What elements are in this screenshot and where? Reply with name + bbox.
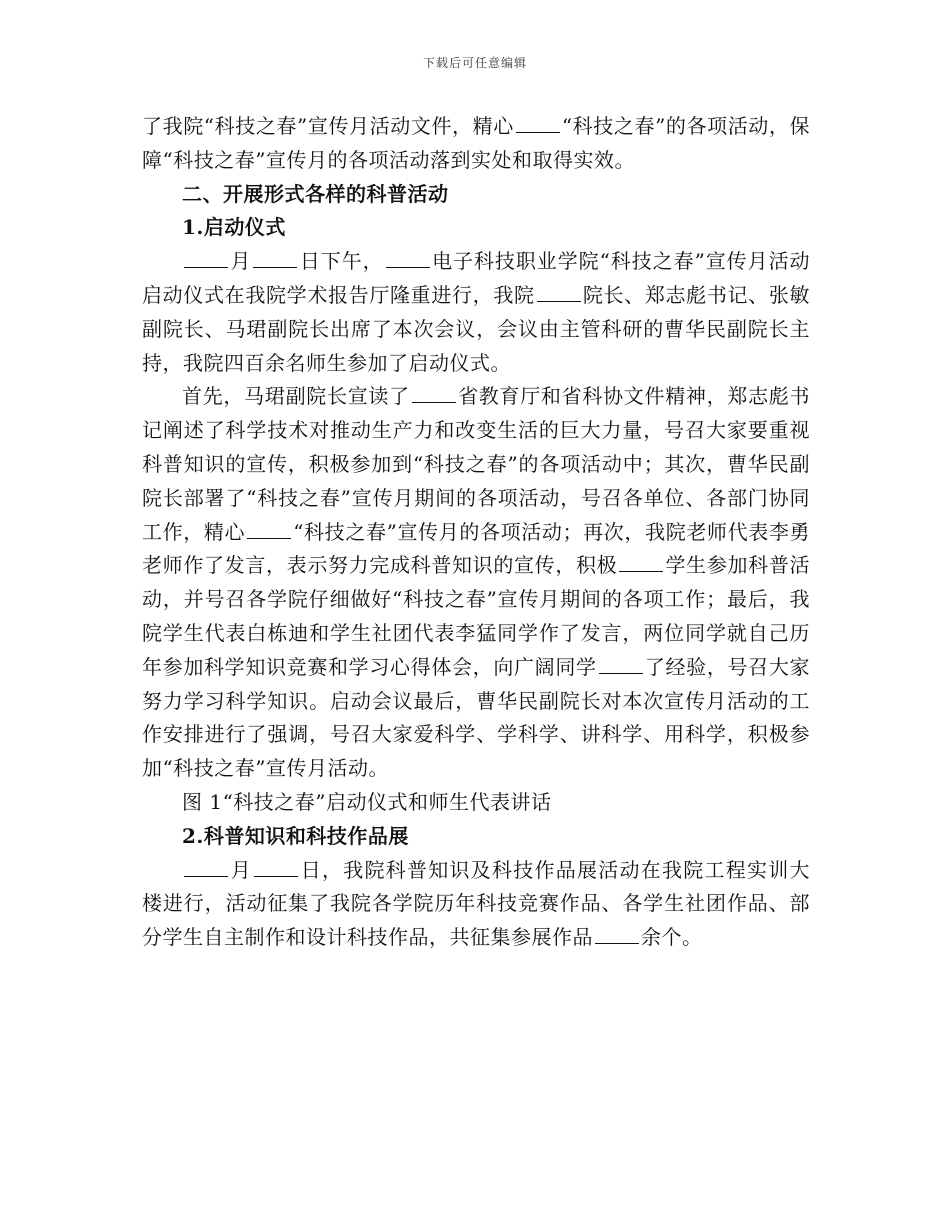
text-run: 日下午， bbox=[299, 249, 384, 274]
text-run: 了经验，号召大家努力学习科学知识。启动会议最后，曹华民副院长对本次宣传月活动的工作安排进行了强调，号召大家爱科学、学科学、讲科学、用科学，积极参加“科技之春”宣传月活动。 bbox=[142, 654, 811, 781]
document-body bbox=[142, 110, 810, 955]
fill-in-blank bbox=[619, 551, 663, 572]
figure-caption: 图 1“科技之春”启动仪式和师生代表讲话 bbox=[182, 789, 552, 814]
paragraph-speeches bbox=[142, 380, 810, 786]
fill-in-blank bbox=[253, 247, 297, 268]
text-run: 了我院“科技之春”宣传月活动文件，精心 bbox=[142, 114, 514, 138]
text-run: 首先，马珺副院长宣读了 bbox=[182, 384, 410, 409]
fill-in-blank bbox=[595, 923, 639, 944]
fill-in-blank bbox=[184, 856, 228, 877]
fill-in-blank bbox=[516, 112, 560, 133]
page-header: 下载后可任意编辑 bbox=[422, 56, 527, 70]
fill-in-blank bbox=[247, 518, 291, 539]
fill-in-blank bbox=[412, 382, 456, 403]
text-run: 月 bbox=[230, 249, 252, 274]
paragraph-exhibition bbox=[142, 854, 810, 955]
text-run: 省教育厅和省科协文件精神，郑志彪书记阐述了科学技术对推动生产力和改变生活的巨大力量，号召大家要重视科普知识的宣传，积极参加到“科技之春”的各项活动中；其次，曹华民副院长部署了“科技之春”宣传月期间的各项活动，号召各单位、各部门协同工作，精心 bbox=[142, 384, 811, 544]
paragraph-launch-ceremony bbox=[142, 245, 810, 380]
subsection-heading-launch: 1.启动仪式 bbox=[182, 215, 286, 240]
text-run: 电子科技职业学院“科技之春”宣传月活动启动仪式在我院学术报告厅隆重进行，我院 bbox=[142, 249, 811, 307]
text-run: 日，我院科普知识及科技作品展活动在我院工程实训大楼进行，活动征集了我院各学院历年科技竞赛作品、各学生社团作品、部分学生自主制作和设计科技作品，共征集参展作品 bbox=[142, 857, 810, 950]
fill-in-blank bbox=[386, 247, 430, 268]
text-run: 月 bbox=[230, 857, 252, 882]
text-run: 院长、郑志彪书记、张敏副院长、马珺副院长出席了本次会议，会议由主管科研的曹华民副院长主持，我院四百余名师生参加了启动仪式。 bbox=[142, 282, 811, 375]
text-run: 学生参加科普活动，并号召各学院仔细做好“科技之春”宣传月期间的各项工作；最后，我院学生代表白栋迪和学生社团代表李猛同学作了发言，两位同学就自己历年参加科学知识竞赛和学习心得体会，向广阔同学 bbox=[142, 553, 811, 679]
fill-in-blank bbox=[254, 856, 298, 877]
text-run: 余个。 bbox=[641, 925, 703, 950]
fill-in-blank bbox=[599, 653, 643, 674]
paragraph-intro-continuation bbox=[142, 110, 810, 178]
section-heading: 二、开展形式各样的科普活动 bbox=[182, 181, 449, 206]
text-run: “科技之春”宣传月的各项活动；再次，我院老师代表李勇老师作了发言，表示努力完成科普知识的宣传，积极 bbox=[142, 519, 811, 578]
fill-in-blank bbox=[537, 281, 581, 302]
text-run: “科技之春”的各项活动，保障“科技之春”宣传月的各项活动落到实处和取得实效。 bbox=[142, 114, 811, 172]
fill-in-blank bbox=[184, 247, 228, 268]
subsection-heading-exhibition: 2.科普知识和科技作品展 bbox=[182, 823, 409, 848]
